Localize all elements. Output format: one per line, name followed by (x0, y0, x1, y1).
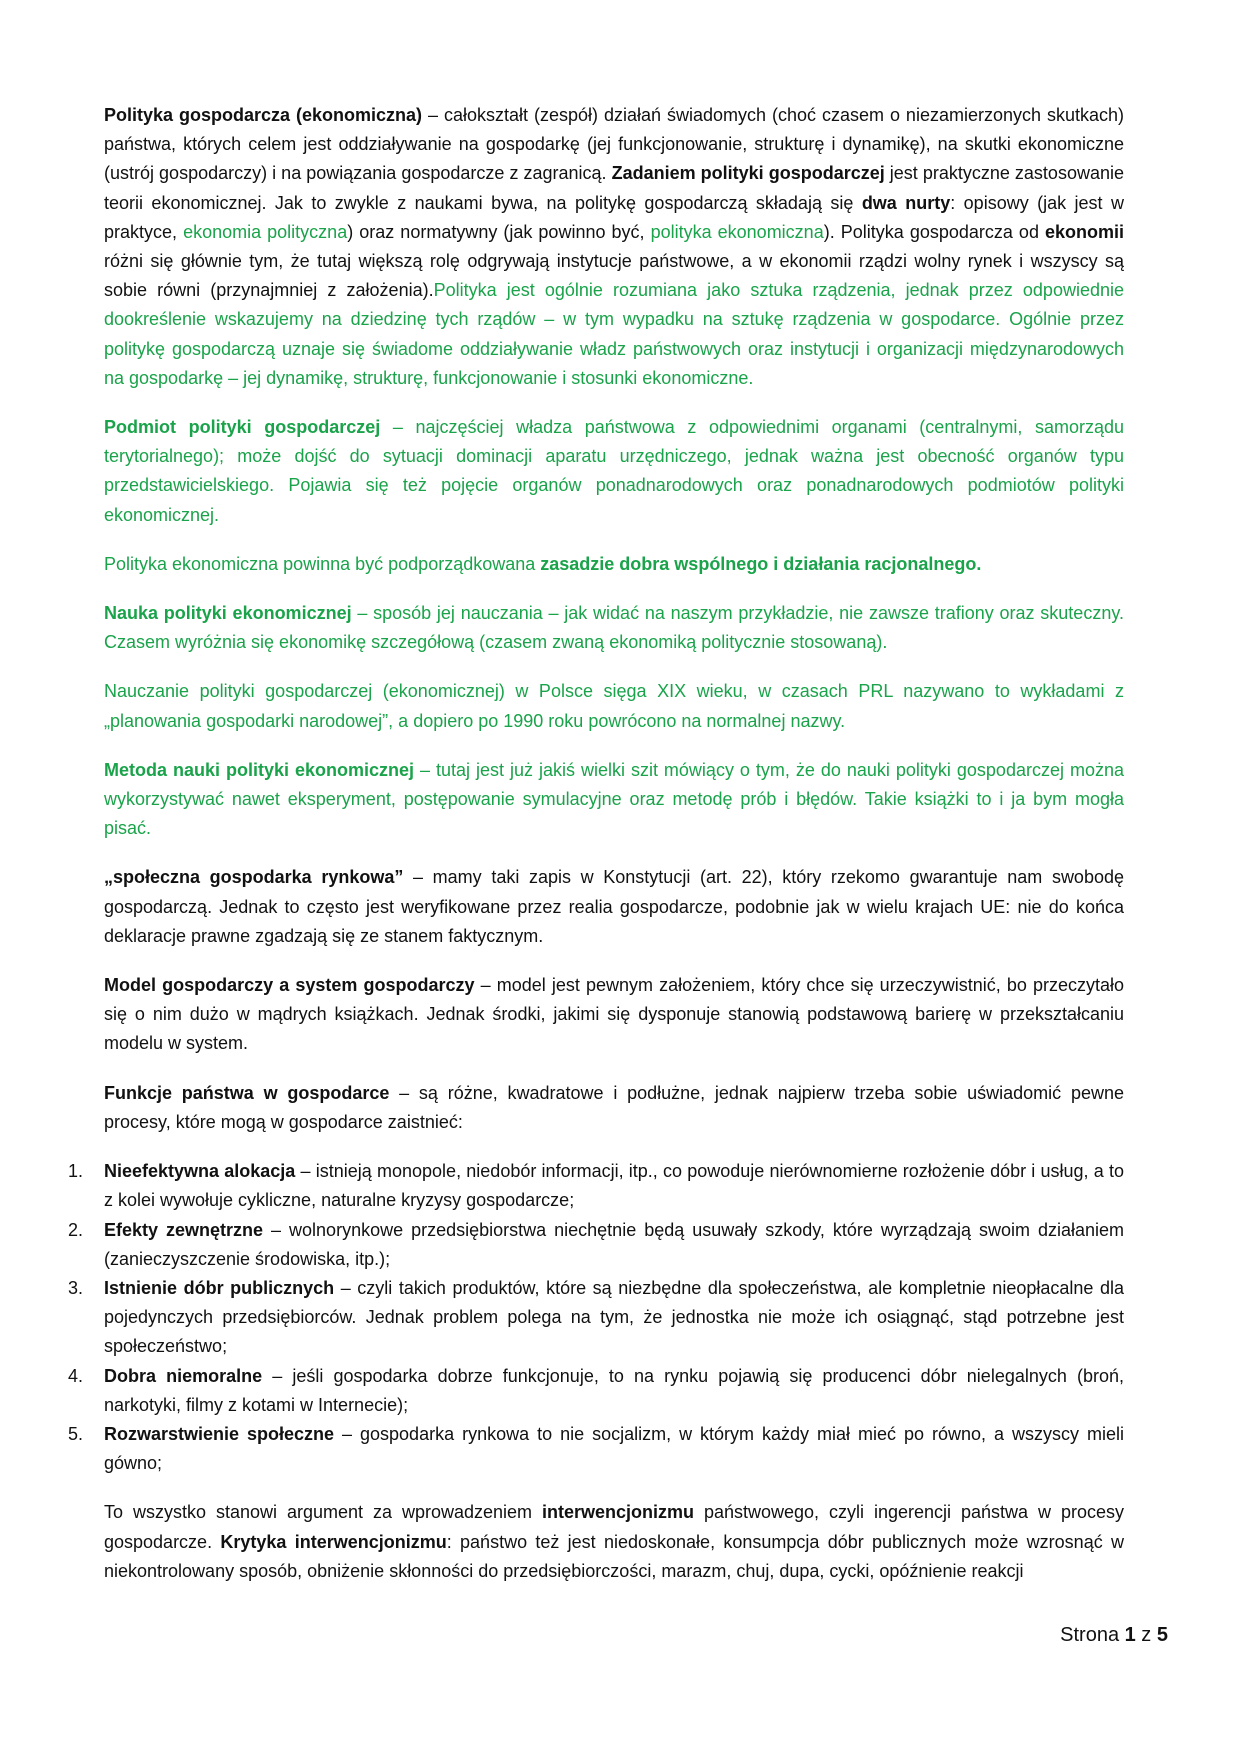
paragraph-polityka-gospodarcza: Polityka gospodarcza (ekonomiczna) – całokształt (zespół) działań świadomych (choć czasem o niezamierzonych skutkach) państwa, których celem jest oddziaływanie na gospodarkę (jej funkcjonowanie, strukturę i dynamikę), na skutki ekonomiczne (ustrój gospodarczy) i na powiązania gospodarcze z zagranicą. Zadaniem polityki gospodarczej jest praktyczne zastosowanie teorii ekonomicznej. Jak to zwykle z naukami bywa, na politykę gospodarczą składają się dwa nurty: opisowy (jak jest w praktyce, ekonomia polityczna) oraz normatywny (jak powinno być, polityka ekonomiczna). Polityka gospodarcza od ekonomii różni się głównie tym, że tutaj większą rolę odgrywają instytucje państwowe, a w ekonomii rządzi wolny rynek i wszyscy są sobie równi (przynajmniej z założenia).Polityka jest ogólnie rozumiana jako sztuka rządzenia, jednak przez odpowiednie dookreślenie wskazujemy na dziedzinę tych rządów – w tym wypadku na sztukę rządzenia w gospodarce. Ogólnie przez politykę gospodarczą uznaje się świadome oddziaływanie władz państwowych oraz instytucji i organizacji międzynarodowych na gospodarkę – jej dynamikę, strukturę, funkcjonowanie i stosunki ekonomiczne. (104, 105, 1125, 388)
paragraph-interwencjonizm: To wszystko stanowi argument za wprowadzeniem interwencjonizmu państwowego, czyli ingerencji państwa w procesy gospodarcze. Krytyka interwencjonizmu: państwo też jest niedoskonałe, konsumpcja dóbr publicznych może wzrosnąć w niekontrolowany sposób, obniżenie skłonności do przedsiębiorczości, marazm, chuj, dupa, cycki, opóźnienie reakcji (104, 1502, 1125, 1581)
paragraph-nauka: Nauka polityki ekonomicznej – sposób jej nauczania – jak widać na naszym przykładzie, nie zawsze trafiony oraz skuteczny. Czasem wyróżnia się ekonomikę szczegółową (czasem zwaną ekonomiką politycznie stosowaną). (104, 603, 1124, 653)
paragraph-model-system: Model gospodarczy a system gospodarczy – model jest pewnym założeniem, który chce się urzeczywistnić, bo przeczytało się o nim dużo w mądrych książkach. Jednak środki, jakimi się dysponuje stanowią podstawową barierę w przekształcaniu modelu w system. (104, 975, 1124, 1054)
paragraph-metoda: Metoda nauki polityki ekonomicznej – tutaj jest już jakiś wielki szit mówiący o tym, że do nauki polityki gospodarczej można wykorzystywać nawet eksperyment, postępowanie symulacyjne oraz metodę prób i błędów. Takie książki to i ja bym mogła pisać. (104, 759, 1124, 839)
paragraph-nauczanie: Nauczanie polityki gospodarczej (ekonomicznej) w Polsce sięga XIX wieku, w czasach PRL nazywano to wykładami z „planowania gospodarki narodowej”, a dopiero po 1990 roku powrócono na normalnej nazwy. (104, 681, 1124, 731)
paragraph-dobro-wspolne: Polityka ekonomiczna powinna być podporządkowana zasadzie dobra wspólnego i działania racjonalnego. (104, 553, 982, 574)
paragraph-podmiot: Podmiot polityki gospodarczej – najczęściej władza państwowa z odpowiednimi organami (centralnymi, samorządu terytorialnego); może dojść do sytuacji dominacji aparatu urzędniczego, jednak ważna jest obecność organów typu przedstawicielskiego. Pojawia się też pojęcie organów ponadnarodowych oraz ponadnarodowych podmiotów polityki ekonomicznej. (104, 417, 1124, 525)
document-page (68, 101, 1125, 1606)
numbered-list (68, 1157, 1125, 1478)
paragraph-spoleczna-gospodarka: „społeczna gospodarka rynkowa” – mamy taki zapis w Konstytucji (art. 22), który rzekomo gwarantuje nam swobodę gospodarczą. Jednak to często jest weryfikowane przez realia gospodarcze, podobnie jak w wielu krajach UE: nie do końca deklaracje prawne zgadzają się ze stanem faktycznym. (104, 867, 1124, 946)
list-item: 5. Rozwarstwienie społeczne – gospodarka rynkowa to nie socjalizm, w którym każdy miał mieć po równo, a wszyscy mieli gówno; (68, 1423, 1124, 1474)
list-item: 4. Dobra niemoralne – jeśli gospodarka dobrze funkcjonuje, to na rynku pojawią się producenci dóbr nielegalnych (broń, narkotyki, filmy z kotami w Internecie); (68, 1365, 1124, 1415)
list-item: 2. Efekty zewnętrzne – wolnorynkowe przedsiębiorstwa niechętnie będą usuwały szkody, które wyrządzają swoim działaniem (zanieczyszczenie środowiska, itp.); (68, 1219, 1124, 1269)
list-item: 3. Istnienie dóbr publicznych – czyli takich produktów, które są niezbędne dla społeczeństwa, ale kompletnie nieopłacalne dla pojedynczych przedsiębiorców. Jednak problem polega na tym, że jednostka nie może ich osiągnąć, stąd potrzebne jest społeczeństwo; (68, 1277, 1124, 1357)
list-item: 1. Nieefektywna alokacja – istnieją monopole, niedobór informacji, itp., co powoduje nierównomierne rozłożenie dóbr i usług, a to z kolei wywołuje cykliczne, naturalne kryzysy gospodarcze; (68, 1161, 1125, 1211)
paragraph-funkcje-panstwa: Funkcje państwa w gospodarce – są różne, kwadratowe i podłużne, jednak najpierw trzeba sobie uświadomić pewne procesy, które mogą w gospodarce zaistnieć: (104, 1082, 1124, 1132)
page-number-footer: Strona 1 z 5 (1060, 1624, 1168, 1646)
